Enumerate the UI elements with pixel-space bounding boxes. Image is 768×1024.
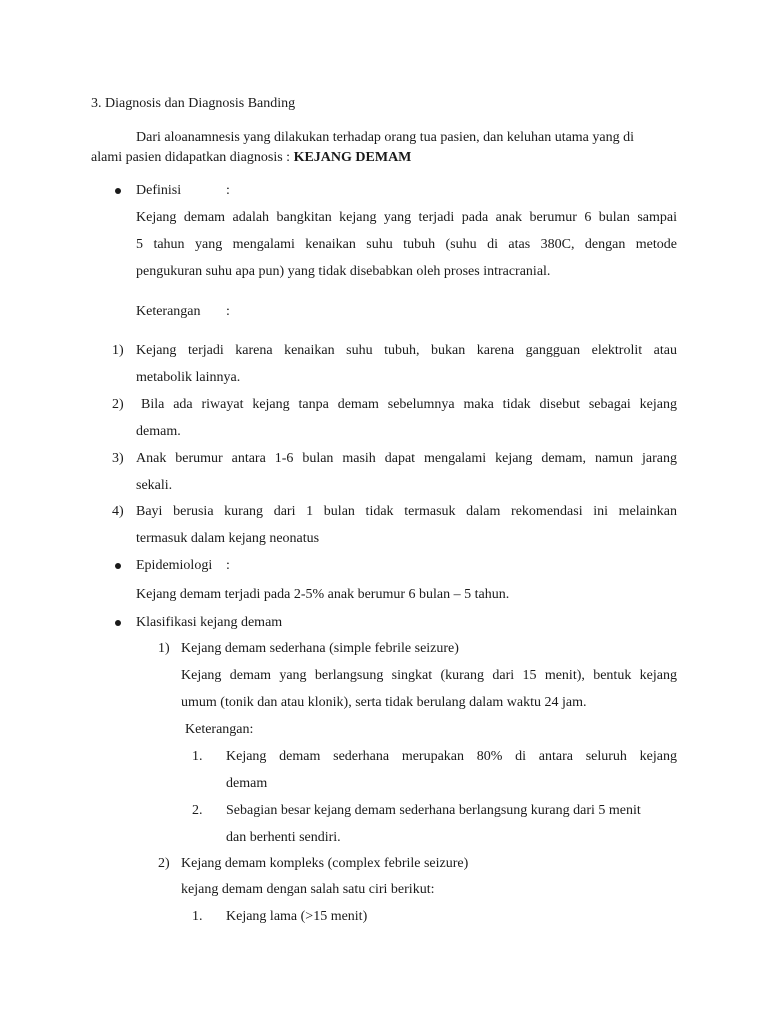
- keterangan-num-2: 2): [112, 397, 124, 412]
- intro-line-2: [91, 149, 411, 167]
- bullet-icon: [115, 563, 121, 569]
- sederhana-keterangan-label: Keterangan:: [185, 722, 254, 737]
- sederhana-item-2-line-2: dan berhenti sendiri.: [226, 830, 341, 845]
- keterangan-num-4: 4): [112, 504, 124, 519]
- kompleks-title: Kejang demam kompleks (complex febrile seizure): [181, 856, 469, 871]
- keterangan-item-1-line-1: Kejang terjadi karena kenaikan suhu tubuh, bukan karena gangguan elektrolit atau: [136, 343, 677, 358]
- klasifikasi-label: Klasifikasi kejang demam: [136, 615, 283, 630]
- sederhana-item-1-line-2: demam: [226, 776, 268, 791]
- epidemiologi-text: Kejang demam terjadi pada 2-5% anak berumur 6 bulan – 5 tahun.: [136, 587, 510, 602]
- kompleks-item-1-num: 1.: [192, 909, 203, 924]
- sederhana-item-1-num: 1.: [192, 749, 203, 764]
- intro-line-2-text: alami pasien didapatkan diagnosis :: [91, 150, 294, 165]
- definisi-line-3: pengukuran suhu apa pun) yang tidak disebabkan oleh proses intracranial.: [136, 264, 551, 279]
- bullet-icon: [115, 188, 121, 194]
- keterangan-item-2-line-1: Bila ada riwayat kejang tanpa demam sebelumnya maka tidak disebut sebagai kejang: [141, 397, 677, 412]
- definisi-line-1: Kejang demam adalah bangkitan kejang yang terjadi pada anak berumur 6 bulan sampai: [136, 210, 677, 225]
- keterangan-colon: :: [226, 304, 230, 319]
- keterangan-item-4-line-2: termasuk dalam kejang neonatus: [136, 531, 320, 546]
- definisi-label: Definisi: [136, 183, 182, 198]
- keterangan-item-4-line-1: Bayi berusia kurang dari 1 bulan tidak termasuk dalam rekomendasi ini melainkan: [136, 504, 677, 519]
- definisi-colon: :: [226, 183, 230, 198]
- bullet-icon: [115, 620, 121, 626]
- keterangan-item-3-line-2: sekali.: [136, 478, 173, 493]
- sederhana-line-1: Kejang demam yang berlangsung singkat (kurang dari 15 menit), bentuk kejang: [181, 668, 677, 683]
- diagnosis-text: KEJANG DEMAM: [293, 150, 412, 165]
- sederhana-item-1-line-1: Kejang demam sederhana merupakan 80% di antara seluruh kejang: [226, 749, 677, 764]
- sederhana-line-2: umum (tonik dan atau klonik), serta tidak berulang dalam waktu 24 jam.: [181, 695, 587, 710]
- keterangan-item-2-line-2: demam.: [136, 424, 181, 439]
- sederhana-num: 1): [158, 641, 170, 656]
- keterangan-item-1-line-2: metabolik lainnya.: [136, 370, 241, 385]
- keterangan-num-1: 1): [112, 343, 124, 358]
- sederhana-item-2-line-1: Sebagian besar kejang demam sederhana berlangsung kurang dari 5 menit: [226, 803, 641, 818]
- definisi-line-2: 5 tahun yang mengalami kenaikan suhu tubuh (suhu di atas 380C, dengan metode: [136, 237, 677, 252]
- epidemiologi-label: Epidemiologi: [136, 558, 213, 573]
- sederhana-item-2-num: 2.: [192, 803, 203, 818]
- kompleks-intro: kejang demam dengan salah satu ciri berikut:: [181, 882, 435, 897]
- section-heading: 3. Diagnosis dan Diagnosis Banding: [91, 96, 296, 111]
- epidemiologi-colon: :: [226, 558, 230, 573]
- keterangan-label: Keterangan: [136, 304, 201, 319]
- kompleks-item-1-text: Kejang lama (>15 menit): [226, 909, 368, 924]
- sederhana-title: Kejang demam sederhana (simple febrile seizure): [181, 641, 459, 656]
- keterangan-num-3: 3): [112, 451, 124, 466]
- intro-line-1: Dari aloanamnesis yang dilakukan terhadap orang tua pasien, dan keluhan utama yang di: [136, 130, 634, 145]
- keterangan-item-3-line-1: Anak berumur antara 1-6 bulan masih dapat mengalami kejang demam, namun jarang: [136, 451, 677, 466]
- kompleks-num: 2): [158, 856, 170, 871]
